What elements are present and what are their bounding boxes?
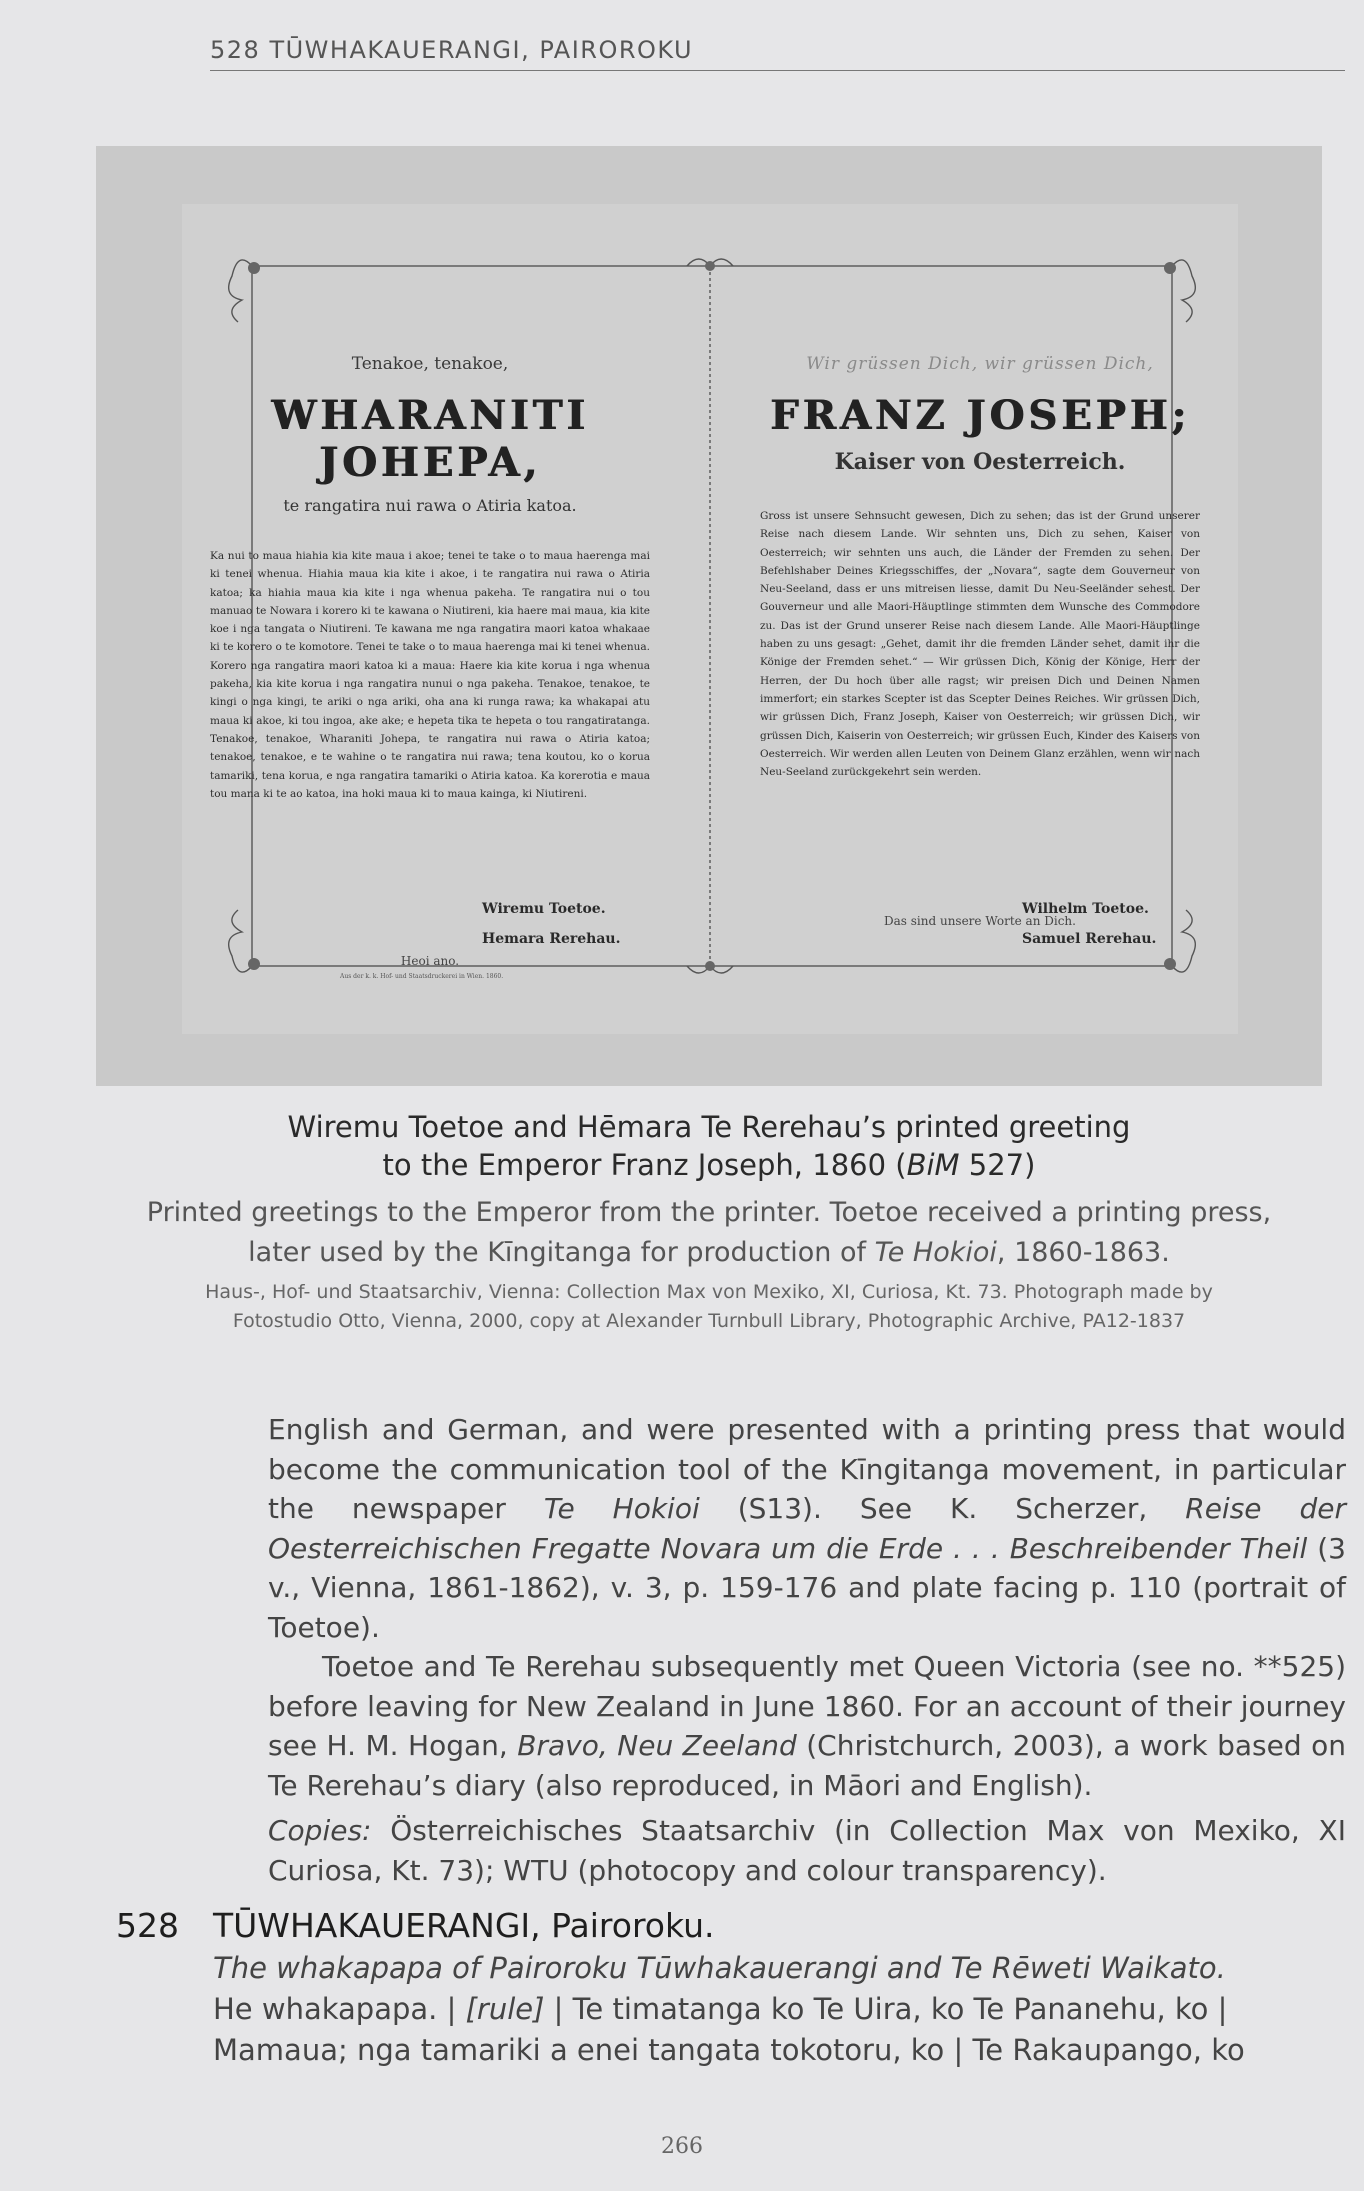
body-italic-span: Reise der Oesterreichischen Fregatte Novara um die Erde . . . Beschreibender Theil bbox=[268, 1492, 1347, 1565]
printed-sheet bbox=[182, 204, 1238, 1034]
maori-emperor-name: WHARANITI JOHEPA, bbox=[271, 392, 589, 486]
german-signatures bbox=[1022, 894, 1156, 954]
maori-greeting-text: Ka nui to maua hiahia kia kite maua i akoe; tenei te take o to maua haerenga mai ki tenei whenua. Hiahia maua kia kite i akoe, i te rangatira nui rawa o Atiria katoa; ka hiahia maua kia kite i nga whenua pakeha. Te rangatira nui o tou manuao te Nowara i korero ki te kawana o Niutireni, kia haere mai maua, kia kite koe i nga tangata o Niutireni. Te kawana me nga rangatira maori katoa whakaae ki te korero o te komotore. Tenei te take o to maua haerenga mai ki tenei whenua. Korero nga rangatira maori katoa ki a maua: Haere kia kite korua i nga whenua pakeha, kia kite korua i nga rangatira nunui o nga pakeha. Tenakoe, tenakoe, te kingi o nga kingi, te ariki o nga ariki, oha ana ki runga rawa; ka whakapai atu maua ki akoe, ki tou ingoa, ake ake; e hepeta tika te hepeta o tou rangatiratanga. Tenakoe, tenakoe, Wharaniti Johepa, te rangatira nui rawa o Atiria katoa; tenakoe, tenakoe, e te wahine o te rangatira nui rawa; tena koutou, ko o korua tamariki, tena korua, e nga rangatira tamariki o Atiria katoa. Ka korerotia e maua tou mana ki te ao katoa, ina hoki maua ki to maua kainga, ki Niutireni. bbox=[210, 550, 650, 800]
entry-title: The whakapapa of Pairoroku Tūwhakauerangi and Te Rēweti Waikato. bbox=[213, 1951, 1226, 1985]
body-italic-span: Te Hokioi bbox=[543, 1492, 700, 1525]
body-text-span: (Christchurch, 2003), a work based on Te Rerehau’s diary (also reproduced, in Māori and English). bbox=[268, 1729, 1346, 1802]
caption-desc-text: later used by the Kīngitanga for production of bbox=[248, 1237, 875, 1268]
german-greeting-text: Gross ist unsere Sehnsucht gewesen, Dich zu sehen; das ist der Grund unserer Reise nach diesem Lande. Wir sehnten uns, Dich zu sehen, Kaiser von Oesterreich; wir sehnten uns auch, die Länder der Fremden zu sehen. Der Befehlshaber Deines Kriegsschiffes, der „Novara“, sagte dem Gouverneur von Neu-Seeland, dass er uns mitreisen liesse, damit Du Neu-Seeländer sehest. Der Gouverneur und alle Maori-Häuptlinge stimmten dem Wunsche des Commodore zu. Das ist der Grund unserer Reise nach diesem Lande. Alle Maori-Häuptlinge haben zu uns gesagt: „Gehet, damit ihr die fremden Länder sehet, damit ihr die Könige der Fremden sehet.“ — Wir grüssen Dich, König der Könige, Herr der Herren, der Du hoch über alle ragst; wir preisen Dich und Deinen Namen immerfort; ein starkes Scepter ist das Scepter Deines Reiches. Wir grüssen Dich, wir grüssen Dich, Franz Joseph, Kaiser von Oesterreich; wir grüssen Dich, wir grüssen Dich, Kaiserin von Oesterreich; wir grüssen Euch, Kinder des Kaisers von Oesterreich. Wir werden allen Leuten von Deinem Glanz erzählen, wenn wir nach Neu-Seeland zurückgekehrt sein werden. bbox=[760, 510, 1200, 779]
entry-italic-span: [rule] bbox=[465, 1992, 545, 2026]
entry-text-span: | Te timatanga ko Te Uira, ko Te Pananehu, ko | Mamaua; nga tamariki a enei tangata tokotoru, ko | Te Rakaupango, ko bbox=[213, 1992, 1245, 2067]
entry-transcription bbox=[213, 1989, 1346, 2071]
figure-caption-source bbox=[96, 1278, 1322, 1336]
body-text-span: English and German, and were presented with a printing press that would become the communication tool of the Kīngitanga movement, in particular the newspaper bbox=[268, 1413, 1346, 1525]
greeting-photograph bbox=[96, 146, 1322, 1086]
figure-caption-title bbox=[96, 1108, 1322, 1184]
body-paragraph-2 bbox=[268, 1647, 1346, 1805]
body-text-span: (S13). See K. Scherzer, bbox=[699, 1492, 1186, 1525]
caption-source-line-1: Haus-, Hof- und Staatsarchiv, Vienna: Collection Max von Mexiko, XI, Curiosa, Kt. 73. Photograph made by bbox=[205, 1281, 1213, 1303]
entry-heading bbox=[116, 1904, 1346, 1948]
page-number: 266 bbox=[661, 2134, 703, 2159]
figure-caption-description bbox=[96, 1193, 1322, 1273]
caption-desc-line-2 bbox=[96, 1233, 1322, 1273]
body-text-span: Österreichisches Staatsarchiv (in Collection Max von Mexiko, XI Curiosa, Kt. 73); WTU (photocopy and colour transparency). bbox=[268, 1814, 1346, 1887]
caption-title-line-2 bbox=[96, 1146, 1322, 1184]
entry-text-span: He whakapapa. | bbox=[213, 1992, 466, 2026]
signature-samuel: Samuel Rerehau. bbox=[1022, 931, 1157, 947]
maori-signatures bbox=[482, 894, 620, 954]
body-italic-span: Bravo, Neu Zeeland bbox=[517, 1729, 797, 1762]
catalogue-entry-528 bbox=[116, 1904, 1346, 2071]
caption-source-line-2: Fotostudio Otto, Vienna, 2000, copy at Alexander Turnbull Library, Photographic Archive, PA12-1837 bbox=[232, 1310, 1186, 1332]
signature-wilhelm: Wilhelm Toetoe. bbox=[1022, 901, 1149, 917]
german-emperor-name: FRANZ JOSEPH; bbox=[769, 392, 1191, 439]
maori-salutation: Tenakoe, tenakoe, bbox=[351, 354, 509, 374]
running-header: 528 TŪWHAKAUERANGI, PAIROROKU bbox=[210, 36, 1345, 71]
german-closing: Das sind unsere Worte an Dich. bbox=[884, 914, 1076, 928]
caption-title-text-end: 527) bbox=[959, 1148, 1036, 1182]
body-paragraph-copies bbox=[268, 1811, 1346, 1890]
german-subtitle: Kaiser von Oesterreich. bbox=[834, 449, 1126, 475]
maori-subtitle: te rangatira nui rawa o Atiria katoa. bbox=[283, 496, 577, 515]
signature-wiremu: Wiremu Toetoe. bbox=[482, 901, 606, 917]
entry-number: 528 bbox=[116, 1906, 179, 1945]
caption-title-italic: BiM bbox=[906, 1148, 960, 1182]
caption-desc-line-1: Printed greetings to the Emperor from the printer. Toetoe received a printing press, bbox=[146, 1197, 1272, 1228]
maori-closing: Heoi ano. bbox=[400, 954, 460, 968]
body-text-span: Toetoe and Te Rerehau subsequently met Queen Victoria (see no. **525) before leaving for New Zealand in June 1860. For an account of their journey see H. M. Hogan, bbox=[268, 1650, 1346, 1762]
body-paragraph-1 bbox=[268, 1410, 1346, 1647]
german-salutation: Wir grüssen Dich, wir grüssen Dich, bbox=[806, 354, 1154, 374]
caption-desc-italic: Te Hokioi bbox=[874, 1237, 997, 1268]
body-text bbox=[268, 1410, 1346, 1890]
entry-body bbox=[213, 1948, 1346, 2071]
entry-heading-text: TŪWHAKAUERANGI, Pairoroku. bbox=[213, 1906, 715, 1945]
german-greeting-column bbox=[760, 354, 1200, 928]
signature-hemara: Hemara Rerehau. bbox=[482, 931, 621, 947]
caption-title-line-1: Wiremu Toetoe and Hēmara Te Rerehau’s printed greeting bbox=[287, 1110, 1131, 1144]
caption-desc-text-end: , 1860-1863. bbox=[996, 1237, 1170, 1268]
maori-greeting-column bbox=[210, 354, 650, 968]
copies-label: Copies: bbox=[268, 1814, 372, 1847]
printer-imprint: Aus der k. k. Hof- und Staatsdruckerei in Wien. 1860. bbox=[340, 973, 504, 980]
body-text-span: (3 v., Vienna, 1861-1862), v. 3, p. 159-176 and plate facing p. 110 (portrait of Toetoe). bbox=[268, 1531, 1346, 1644]
caption-title-text: to the Emperor Franz Joseph, 1860 ( bbox=[382, 1148, 907, 1182]
